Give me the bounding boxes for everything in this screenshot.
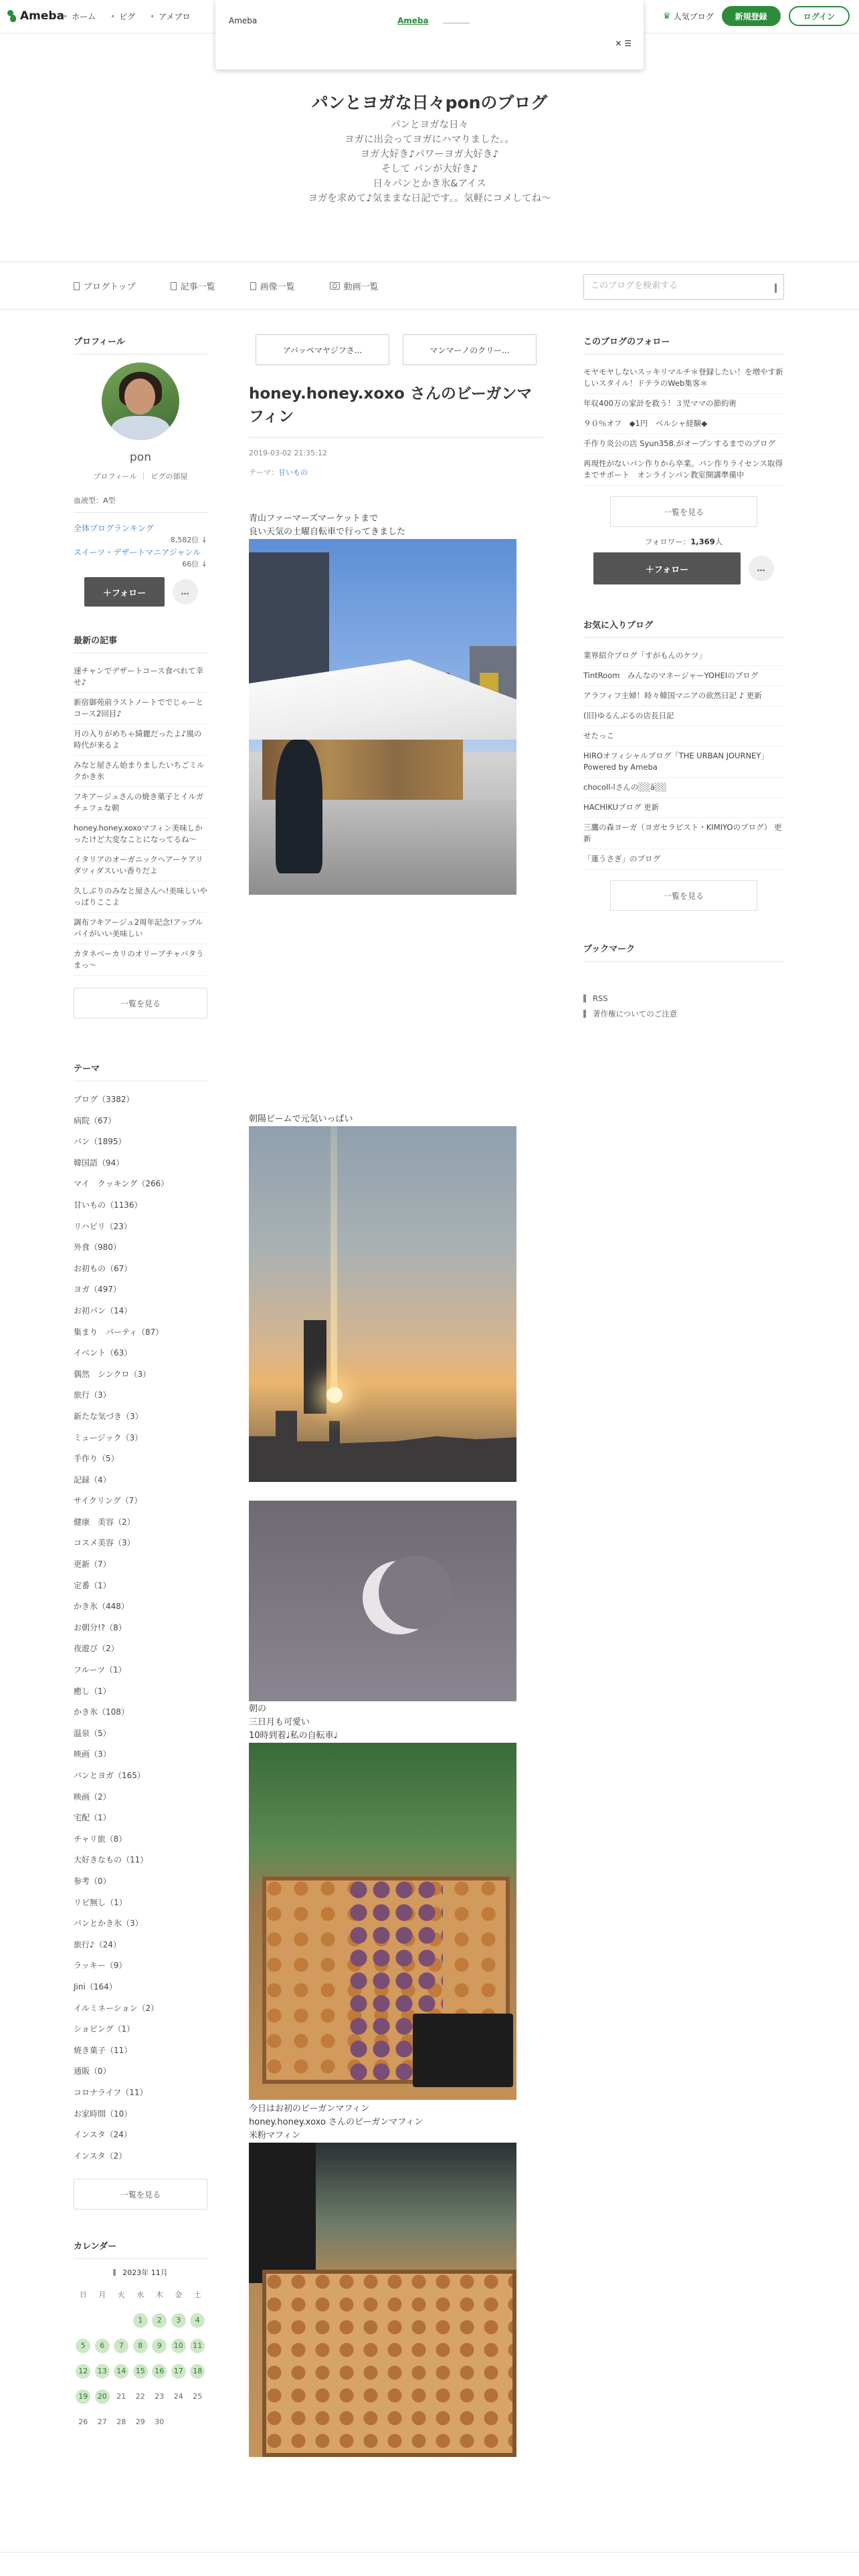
following-heading: このブログのフォロー xyxy=(583,334,784,354)
theme-item[interactable]: かき氷（448） xyxy=(74,1602,129,1612)
theme-item[interactable]: 甘いもの（1136） xyxy=(74,1200,142,1210)
theme-item[interactable]: 更新（7） xyxy=(74,1560,111,1570)
theme-item[interactable]: かき氷（108） xyxy=(74,1707,129,1717)
calendar-weekday: 土 xyxy=(193,2290,201,2300)
theme-item[interactable]: 夜遊び（2） xyxy=(74,1644,119,1654)
blog-title[interactable]: パンとヨガな日々ponのブログ xyxy=(311,93,548,112)
popular-blog-link[interactable]: ♛ 人気ブログ xyxy=(662,11,714,21)
theme-item[interactable]: 旅行♪（24） xyxy=(74,1939,121,1949)
theme-list xyxy=(74,1089,207,2167)
bullet-icon: • xyxy=(150,12,155,21)
right-sidebar xyxy=(583,334,784,1019)
recent-heading: 最新の記事 xyxy=(74,633,207,653)
article-photo-market[interactable] xyxy=(249,539,516,895)
theme-item[interactable]: 大好きなもの（11） xyxy=(74,1855,149,1865)
blog-nav xyxy=(0,261,859,310)
image-icon xyxy=(250,282,256,290)
video-icon xyxy=(330,282,340,290)
calendar-weekday: 木 xyxy=(155,2290,163,2300)
theme-item[interactable]: お朝分!?（8） xyxy=(74,1622,126,1632)
article-text: 青山ファーマーズマーケットまで 良い天気の土曜自転車で行ってきました xyxy=(249,514,406,537)
calendar-day[interactable]: 17 xyxy=(169,2363,189,2379)
recent-item[interactable]: カタネベーカリのオリーブチャバタうまっ〜 xyxy=(74,944,207,976)
calendar-day[interactable]: 1 xyxy=(131,2313,151,2329)
ameba-logo[interactable]: Ameba xyxy=(7,8,64,24)
calendar-day: 27 xyxy=(97,2418,107,2427)
nav-video-list[interactable]: 動画一覧 xyxy=(330,280,379,292)
recent-item[interactable]: イタリアのオーガニックヘアーケアリダツィダスいい香りだよ xyxy=(74,850,207,881)
pigg-room-link[interactable]: ピグの部屋 xyxy=(151,472,188,481)
overall-ranking-link[interactable]: 全体ブログランキング xyxy=(74,524,154,533)
favorites-list-button[interactable]: 一覧を見る xyxy=(610,880,757,911)
search-icon[interactable] xyxy=(775,284,777,293)
main-article xyxy=(249,334,543,2457)
calendar-day[interactable]: 8 xyxy=(131,2338,151,2354)
calendar-day[interactable]: 15 xyxy=(131,2363,151,2379)
calendar-day xyxy=(169,2414,189,2430)
recent-item[interactable]: みなと屋さん始まりましたいちごミルクかき氷 xyxy=(74,756,207,787)
theme-item[interactable]: 映画（2） xyxy=(74,1792,111,1802)
crown-icon: ♛ xyxy=(662,11,671,21)
top-nav-home[interactable]: • ホーム xyxy=(63,12,96,21)
login-button[interactable]: ログイン xyxy=(789,6,850,26)
theme-item[interactable]: 通販（0） xyxy=(74,2066,111,2076)
prev-article-button[interactable]: アバッペマヤジフさ... xyxy=(256,334,389,365)
recent-item[interactable]: 新宿御苑前ラストノートででじゃーとコース2回目♪ xyxy=(74,693,207,724)
calendar-day[interactable]: 3 xyxy=(169,2313,189,2329)
theme-item[interactable]: コロナライフ（11） xyxy=(74,2087,148,2097)
calendar-day: 21 xyxy=(116,2392,126,2401)
avatar[interactable] xyxy=(102,362,179,440)
profile-name: pon xyxy=(130,451,151,464)
theme-item[interactable]: お初もの（67） xyxy=(74,1263,132,1273)
calendar-day: 29 xyxy=(135,2418,145,2427)
theme-item[interactable]: 癒し（1） xyxy=(74,1686,111,1696)
search-input[interactable] xyxy=(591,281,765,291)
theme-item[interactable]: 新たな気づき（3） xyxy=(74,1411,143,1421)
theme-item[interactable]: 手作り（5） xyxy=(74,1454,119,1464)
theme-item[interactable]: インスタ（2） xyxy=(74,2151,127,2161)
recent-item[interactable]: フキアージュさんの焼き菓子とイルガチェフェな朝 xyxy=(74,787,207,819)
profile-links xyxy=(74,471,207,481)
theme-item[interactable]: リピ無し（1） xyxy=(74,1897,127,1907)
calendar-day[interactable]: 4 xyxy=(188,2313,207,2329)
ad-label: Ameba xyxy=(229,16,258,25)
article-theme-link[interactable]: 甘いもの xyxy=(278,468,308,477)
nav-image-list[interactable]: 画像一覧 xyxy=(250,280,295,292)
chevron-left-icon[interactable] xyxy=(113,2269,116,2276)
theme-item[interactable]: サイクリング（7） xyxy=(74,1496,142,1506)
theme-item[interactable]: ヨガ（497） xyxy=(74,1285,121,1295)
theme-item[interactable]: 偶然 シンクロ（3） xyxy=(74,1369,151,1379)
calendar-day: 24 xyxy=(173,2392,183,2401)
article-photo-muffins-2[interactable] xyxy=(249,2143,516,2457)
recent-item[interactable]: 久しぶりのみなと屋さんへ!美味しいやっぱりここよ xyxy=(74,881,207,913)
theme-item[interactable]: 集まり パーティ（87） xyxy=(74,1327,164,1337)
calendar-day[interactable]: 20 xyxy=(93,2389,112,2405)
blood-type: 血液型：A型 xyxy=(74,496,116,505)
article-title[interactable]: honey.honey.xoxo さんのビーガンマフィン xyxy=(249,385,533,425)
favorite-item[interactable]: chocoll-lさんの░░ā░░ xyxy=(583,778,784,798)
theme-item[interactable]: 参考（0） xyxy=(74,1876,111,1886)
bookmark-heading: ブックマーク xyxy=(583,942,784,962)
calendar-day xyxy=(93,2313,112,2329)
theme-item[interactable]: ミュージック（3） xyxy=(74,1432,143,1442)
theme-item[interactable]: インスタ（24） xyxy=(74,2130,132,2140)
theme-item[interactable]: 映画（3） xyxy=(74,1749,111,1759)
article-text: 朝陽ビームで元気いっぱい xyxy=(249,1114,353,1124)
calendar-day[interactable]: 6 xyxy=(93,2338,112,2354)
signup-button[interactable]: 新規登録 xyxy=(722,6,781,26)
calendar-day[interactable]: 18 xyxy=(188,2363,207,2379)
ameba-logo-icon xyxy=(7,10,17,22)
recent-list-button[interactable]: 一覧を見る xyxy=(74,988,207,1018)
theme-item[interactable]: 温泉（5） xyxy=(74,1728,111,1738)
article-pager xyxy=(256,334,543,365)
following-item[interactable]: 年収400万の家計を救う！３児ママの節約術 xyxy=(583,394,784,414)
theme-item[interactable]: ブログ（3382） xyxy=(74,1095,134,1104)
calendar-day: 23 xyxy=(155,2392,165,2401)
calendar-day[interactable]: 5 xyxy=(74,2338,93,2354)
article-theme: テーマ：甘いもの xyxy=(249,468,308,477)
article-photo-moon[interactable] xyxy=(249,1501,516,1701)
calendar-day: 26 xyxy=(78,2418,88,2427)
calendar-day xyxy=(188,2414,207,2430)
theme-item[interactable]: ショピング（1） xyxy=(74,2024,135,2034)
rss-link[interactable]: RSS xyxy=(583,994,784,1003)
recent-item[interactable]: honey.honey.xoxoマフィン美味しかったけど大変なことになってるね〜 xyxy=(74,819,207,850)
calendar-day[interactable]: 7 xyxy=(112,2338,131,2354)
favorite-item[interactable]: 業界紹介ブログ「すがもんのケツ」 xyxy=(583,646,784,666)
theme-item[interactable]: 病院（67） xyxy=(74,1115,116,1125)
recent-item[interactable]: 速チャンでデザートコース食べれて幸せ♪ xyxy=(74,661,207,693)
calendar-day[interactable]: 16 xyxy=(150,2363,169,2379)
article-text: 朝の 三日月も可愛い 10時到着♩私の自転車♩ xyxy=(249,1704,338,1741)
favorite-item[interactable]: せたっこ xyxy=(583,726,784,746)
following-item[interactable]: モヤモヤしないスッキリマルチ＊登録したい！を増やす新しいスタイル！ドテラのWeb集客＊ xyxy=(583,362,784,394)
calendar-weekday: 日 xyxy=(79,2290,87,2300)
theme-item[interactable]: 焼き菓子（11） xyxy=(74,2045,132,2055)
calendar-weekday: 火 xyxy=(117,2290,125,2300)
blog-description: パンとヨガな日々 ヨガに出会ってヨガにハマりました。。 ヨガ大好き♪パワーヨガ大好き♪ そして パンが大好き♪ 日々パンとかき氷&アイス ヨガを求めて♪気ままな日記です。。気軽にコメしてね〜 xyxy=(308,120,551,204)
favorite-item[interactable]: (旧)ゆるんぶるの店長日記 xyxy=(583,706,784,726)
calendar-day[interactable]: 10 xyxy=(169,2338,189,2354)
article-text: 今日はお初のビーガンマフィン honey.honey.xoxo さんのビーガンマフィン 米粉マフィン xyxy=(249,2104,423,2141)
bullet-icon: • xyxy=(110,12,116,21)
calendar-day[interactable]: 11 xyxy=(188,2338,207,2354)
ad-link[interactable]: Ameba xyxy=(397,16,429,25)
calendar-day[interactable]: 9 xyxy=(150,2338,169,2354)
copyright-notice-link[interactable]: 著作権についてのご注意 xyxy=(583,1008,784,1019)
page-icon xyxy=(74,282,80,290)
calendar-heading: カレンダー xyxy=(74,2239,207,2259)
favorites-list xyxy=(583,646,784,869)
theme-item[interactable]: お初パン（14） xyxy=(74,1305,132,1315)
favorites-heading: お気に入りブログ xyxy=(583,618,784,638)
theme-item[interactable]: パンとヨガ（165） xyxy=(74,1771,145,1780)
theme-item[interactable]: イルミネーション（2） xyxy=(74,2003,159,2013)
next-article-button[interactable]: マンマーノのクリー... xyxy=(403,334,537,365)
following-list-button[interactable]: 一覧を見る xyxy=(610,496,757,527)
calendar-grid xyxy=(74,2287,207,2430)
theme-item[interactable]: 外食（980） xyxy=(74,1243,121,1253)
theme-item[interactable]: パン（1895） xyxy=(74,1137,126,1147)
theme-list-button[interactable]: 一覧を見る xyxy=(74,2179,207,2210)
favorite-item[interactable]: HIROオフィシャルブログ「THE URBAN JOURNEY」Powered by Ameba xyxy=(583,746,784,778)
genre-ranking-link[interactable]: スイーツ・デザートマニアジャンル xyxy=(74,548,201,557)
more-icon[interactable]: … xyxy=(749,556,774,581)
favorite-item[interactable]: アラフィフ主婦！時々韓国マニアの欲然日記 ♪ 更新 xyxy=(583,686,784,706)
favorite-item[interactable]: TintRoom みんなのマネージャーYOHEIのブログ xyxy=(583,666,784,686)
copyright-icon xyxy=(583,1010,586,1018)
calendar-day xyxy=(112,2313,131,2329)
theme-item[interactable]: リハビリ（23） xyxy=(74,1221,132,1231)
theme-item[interactable]: コスメ美容（3） xyxy=(74,1538,135,1548)
genre-ranking-value: 66位 ↓ xyxy=(182,560,207,568)
top-right-actions xyxy=(663,6,850,26)
list-icon xyxy=(171,282,177,290)
theme-item[interactable]: 旅行（3） xyxy=(74,1390,111,1400)
calendar-day[interactable]: 13 xyxy=(93,2363,112,2379)
calendar-month: 2023年 11月 xyxy=(74,2267,207,2278)
follower-count: フォロワー：1,369人 xyxy=(644,537,723,546)
calendar-weekday: 金 xyxy=(175,2290,183,2300)
theme-item[interactable]: マイ クッキング（266） xyxy=(74,1179,169,1189)
profile-heading: プロフィール xyxy=(74,334,207,354)
theme-item[interactable]: 健康 美容（2） xyxy=(74,1517,135,1527)
left-sidebar xyxy=(74,334,207,2430)
bullet-icon: • xyxy=(63,12,68,21)
recent-item[interactable]: 調布フキアージュ2周年記念!アップルパイがいい美味しい xyxy=(74,913,207,944)
profile-link[interactable]: プロフィール xyxy=(93,472,137,481)
follow-button[interactable]: ＋フォロー xyxy=(593,552,741,584)
calendar-day: 25 xyxy=(193,2392,203,2401)
more-icon[interactable]: … xyxy=(173,579,198,605)
theme-item[interactable]: イベント（63） xyxy=(74,1348,132,1358)
favorite-item[interactable]: 三鷹の森ヨーガ（ヨガセラピスト・KIMIYOのブログ） 更新 xyxy=(583,818,784,849)
ad-popup xyxy=(215,0,644,70)
calendar-day xyxy=(74,2313,93,2329)
rss-icon xyxy=(583,994,586,1002)
article-photo-sunrise[interactable] xyxy=(249,1126,516,1482)
following-item[interactable]: ９０％オフ ◆1円 ベルシャ経験◆ xyxy=(583,414,784,434)
top-nav-ameblo[interactable]: • アメブロ xyxy=(150,12,191,21)
theme-item[interactable]: 韓国語（94） xyxy=(74,1158,124,1168)
nav-blog-top[interactable]: ブログトップ xyxy=(74,280,136,292)
theme-item[interactable]: ラッキー（9） xyxy=(74,1961,127,1971)
theme-item[interactable]: チャリ旅（8） xyxy=(74,1834,127,1844)
calendar-day[interactable]: 2 xyxy=(150,2313,169,2329)
favorite-item[interactable]: HACHIKUブログ 更新 xyxy=(583,798,784,818)
blog-search xyxy=(583,274,784,300)
article-date: 2019-03-02 21:35:12 xyxy=(249,449,327,457)
theme-item[interactable]: 記録（4） xyxy=(74,1475,111,1485)
theme-item[interactable]: 宅配（1） xyxy=(74,1813,111,1823)
calendar-day[interactable]: 14 xyxy=(112,2363,131,2379)
following-list xyxy=(583,362,784,486)
theme-item[interactable]: Jini（164） xyxy=(74,1981,117,1992)
theme-item[interactable]: パンとかき氷（3） xyxy=(74,1919,143,1929)
ad-close-icon[interactable]: ✕ ☰ xyxy=(615,39,632,48)
nav-entry-list[interactable]: 記事一覧 xyxy=(171,280,215,292)
theme-heading: テーマ xyxy=(74,1061,207,1081)
calendar-day: 28 xyxy=(116,2418,126,2427)
follow-button[interactable]: ＋フォロー xyxy=(84,577,165,607)
calendar-weekday: 月 xyxy=(98,2290,106,2300)
recent-item[interactable]: 月の入りがめちゃ綺麗だったよ♪風の時代が来るよ xyxy=(74,724,207,756)
theme-item[interactable]: お家時間（10） xyxy=(74,2109,132,2119)
calendar-day: 22 xyxy=(135,2392,145,2401)
following-item[interactable]: 手作り炎公の店 Syun358.がオープンするまでのブログ xyxy=(583,434,784,454)
recent-list xyxy=(74,661,207,976)
article-photo-muffins[interactable] xyxy=(249,1743,516,2100)
calendar-weekday: 水 xyxy=(136,2290,145,2300)
top-nav-pigg[interactable]: • ピグ xyxy=(110,12,136,21)
theme-item[interactable]: フルーツ（1） xyxy=(74,1665,126,1675)
top-nav xyxy=(63,11,191,22)
calendar-day[interactable]: 19 xyxy=(74,2389,93,2405)
theme-item[interactable]: 定番（1） xyxy=(74,1580,111,1590)
calendar-day[interactable]: 12 xyxy=(74,2363,93,2379)
calendar-day: 30 xyxy=(155,2418,165,2427)
following-item[interactable]: 再現性がないパン作りから卒業。パン作りライセンス取得までサポート オンラインパン教室開講準備中 xyxy=(583,454,784,486)
favorite-item[interactable]: 「蓮うさぎ」のブログ xyxy=(583,849,784,869)
overall-ranking-value: 8,582位 ↓ xyxy=(170,536,207,544)
